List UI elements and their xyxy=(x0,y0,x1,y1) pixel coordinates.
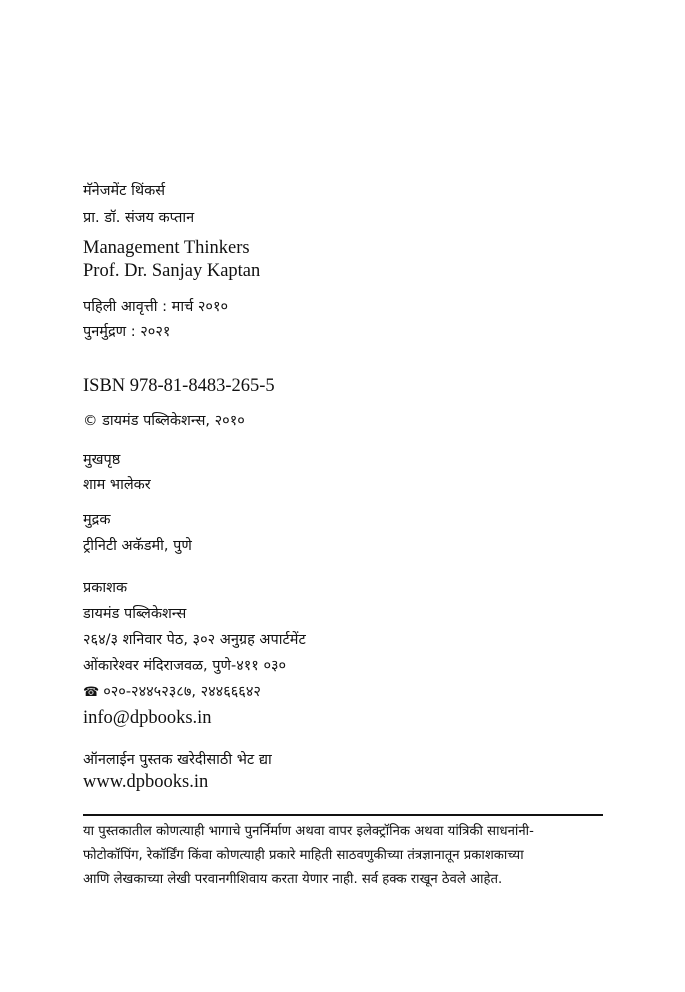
publisher-phone: ०२०-२४४५२३८७, २४४६६६४२ xyxy=(103,684,261,700)
reprint-year: पुनर्मुद्रण : २०२१ xyxy=(83,324,171,340)
printer-name: ट्रीनिटी अकॅडमी, पुणे xyxy=(83,538,192,554)
book-title-english: Management Thinkers xyxy=(83,238,250,258)
publisher-heading: प्रकाशक xyxy=(83,580,128,596)
publisher-email[interactable]: info@dpbooks.in xyxy=(83,708,212,728)
publisher-address-line-1: २६४/३ शनिवार पेठ, ३०२ अनुग्रह अपार्टमेंट xyxy=(83,632,306,648)
cover-heading: मुखपृष्ठ xyxy=(83,452,121,468)
online-purchase-label: ऑनलाईन पुस्तक खरेदीसाठी भेट द्या xyxy=(83,752,272,768)
divider-rule xyxy=(83,814,603,816)
printer-heading: मुद्रक xyxy=(83,512,111,528)
publisher-name: डायमंड पब्लिकेशन्स xyxy=(83,606,187,622)
publisher-address-line-2: ओंकारेश्वर मंदिराजवळ, पुणे-४११ ०३० xyxy=(83,658,287,674)
copyright: © डायमंड पब्लिकेशन्स, २०१० xyxy=(83,413,245,429)
copyright-notice xyxy=(83,820,603,892)
website-link[interactable]: www.dpbooks.in xyxy=(83,772,209,792)
notice-line-3: आणि लेखकाच्या लेखी परवानगीशिवाय करता येणार नाही. सर्व हक्क राखून ठेवले आहेत. xyxy=(83,872,503,887)
book-title-marathi: मॅनेजमेंट थिंकर्स xyxy=(83,183,166,199)
author-marathi: प्रा. डॉ. संजय कप्तान xyxy=(83,210,195,226)
notice-line-2: फोटोकॉपिंग, रेकॉर्डिंग किंवा कोणत्याही प्रकारे माहिती साठवणुकीच्या तंत्रज्ञानातून प्रकाशकाच्या xyxy=(83,848,524,863)
isbn: ISBN 978-81-8483-265-5 xyxy=(83,376,275,396)
publisher-phone-row xyxy=(83,681,261,701)
notice-line-1: या पुस्तकातील कोणत्याही भागाचे पुनर्निर्माण अथवा वापर इलेक्ट्रॉनिक अथवा यांत्रिकी साधनांनी- xyxy=(83,824,534,839)
cover-artist: शाम भालेकर xyxy=(83,477,151,493)
author-english: Prof. Dr. Sanjay Kaptan xyxy=(83,261,261,281)
first-edition: पहिली आवृत्ती : मार्च २०१० xyxy=(83,299,229,315)
telephone-icon: ☎ xyxy=(83,685,100,700)
